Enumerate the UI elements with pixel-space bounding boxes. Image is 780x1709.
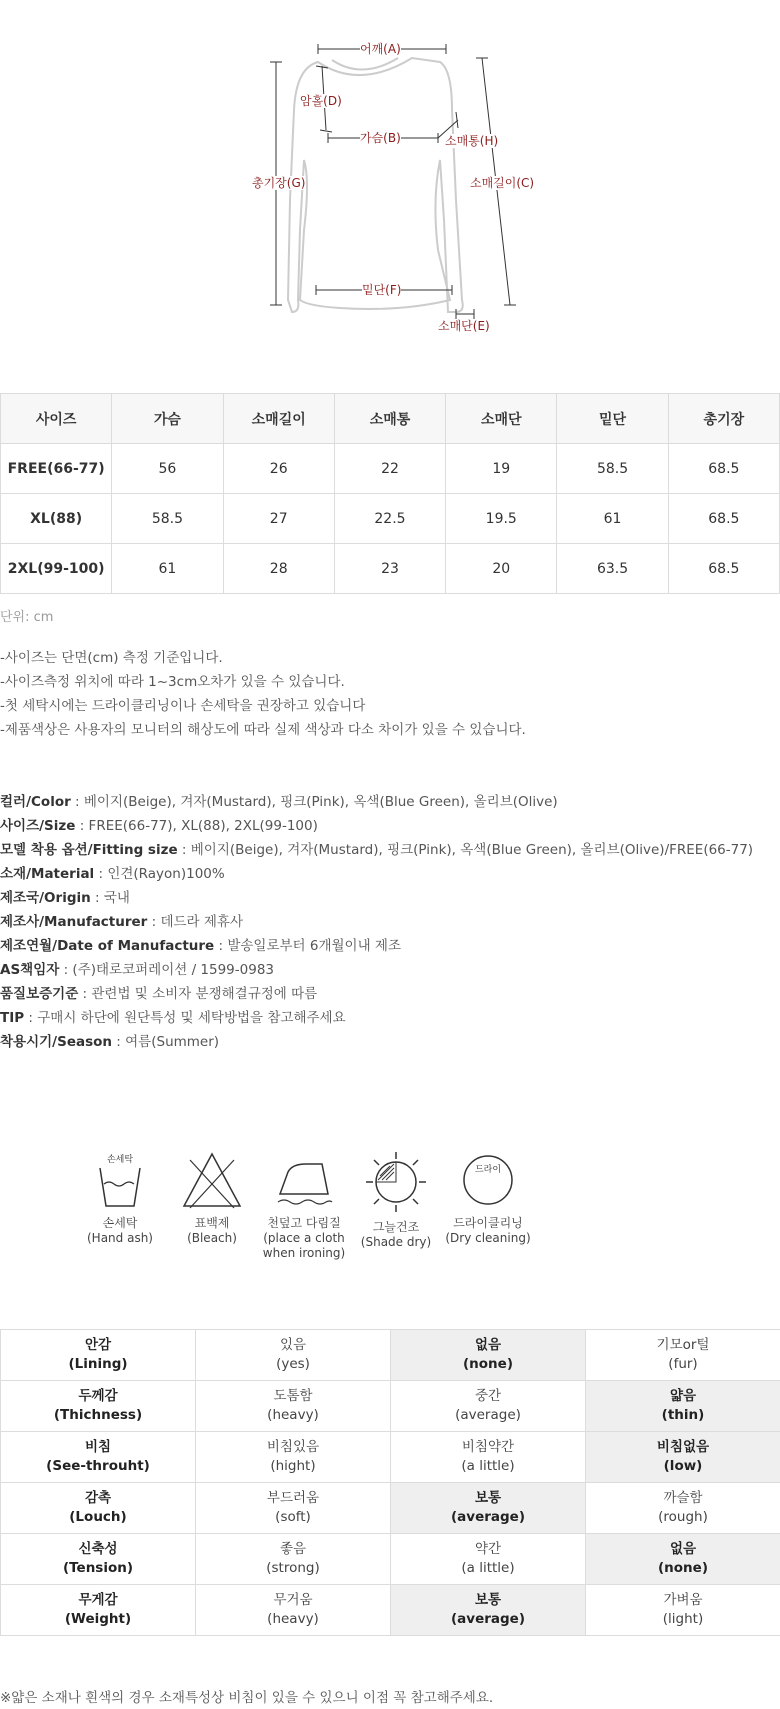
label-cuff: 소매단(E): [438, 319, 490, 333]
measurement-diagram: [0, 0, 780, 340]
option-kr: 비침약간: [461, 1439, 515, 1455]
fabric-option: [196, 1330, 391, 1381]
size-name: 2XL(99-100): [1, 544, 112, 594]
care-shade-dry: [346, 1150, 446, 1250]
fabric-attr-en: (Lining): [68, 1356, 128, 1372]
fabric-attr-kr: 감촉: [84, 1490, 112, 1506]
spec-warranty: [0, 982, 780, 1006]
spec-value: : 인견(Rayon)100%: [94, 866, 225, 882]
fabric-option: [586, 1432, 780, 1483]
option-en: (hight): [270, 1458, 316, 1474]
spec-value: : 국내: [90, 890, 130, 906]
fabric-attr-en: (Louch): [69, 1509, 127, 1525]
note-line: -사이즈측정 위치에 따라 1~3cm오차가 있을 수 있습니다.: [0, 674, 345, 690]
option-en: (heavy): [267, 1407, 319, 1423]
header-sleeve-length: 소매길이: [223, 394, 334, 444]
label-sleeve-length: 소매길이(C): [470, 176, 535, 190]
fabric-attr-kr: 안감: [84, 1337, 112, 1353]
label-armhole: 암홀(D): [300, 94, 342, 108]
spec-value: : 데드라 제휴사: [147, 914, 244, 930]
care-label: 드라이클리닝: [453, 1216, 523, 1230]
size-value: 20: [446, 544, 557, 594]
shade-dry-icon: [364, 1150, 428, 1214]
fabric-option: [586, 1534, 780, 1585]
header-hem: 밑단: [557, 394, 668, 444]
label-shoulder: 어깨(A): [360, 42, 401, 56]
care-hand-wash: [70, 1150, 170, 1246]
table-row: [1, 444, 780, 494]
option-en: (thin): [661, 1407, 705, 1423]
option-kr: 기모or털: [656, 1337, 710, 1353]
size-value: 58.5: [112, 494, 223, 544]
size-table-header: [1, 394, 780, 444]
option-kr: 있음: [279, 1337, 307, 1353]
option-kr: 약간: [474, 1541, 502, 1557]
note-line: -제품색상은 사용자의 모니터의 해상도에 따라 실제 색상과 다소 차이가 있을 수 있습니다.: [0, 722, 526, 738]
size-value: 19.5: [446, 494, 557, 544]
hand-wash-icon: [92, 1150, 148, 1210]
size-value: 19: [446, 444, 557, 494]
option-en: (strong): [266, 1560, 320, 1576]
table-row: [1, 1330, 780, 1381]
option-kr: 도톰함: [273, 1388, 313, 1404]
spec-value: : (주)태로코퍼레이션 / 1599-0983: [59, 962, 275, 978]
size-name: XL(88): [1, 494, 112, 544]
option-kr: 비침있음: [266, 1439, 320, 1455]
fabric-attr: [1, 1381, 196, 1432]
care-sub: (Bleach): [187, 1231, 237, 1245]
care-sub: (Hand ash): [87, 1231, 153, 1245]
option-en: (light): [662, 1611, 704, 1627]
header-cuff: 소매단: [446, 394, 557, 444]
note-line: -사이즈는 단면(cm) 측정 기준입니다.: [0, 650, 223, 666]
spec-key: 제조연월/Date of Manufacture: [0, 938, 215, 954]
header-chest: 가슴: [112, 394, 223, 444]
size-value: 56: [112, 444, 223, 494]
iron-with-cloth-icon: [272, 1150, 336, 1210]
spec-key: 제조국/Origin: [0, 890, 91, 906]
fabric-option: [196, 1432, 391, 1483]
size-value: 61: [112, 544, 223, 594]
spec-tip: [0, 1006, 780, 1030]
no-bleach-icon: [180, 1150, 244, 1210]
fabric-attr-en: (Tension): [62, 1560, 134, 1576]
size-value: 68.5: [668, 494, 779, 544]
size-value: 22: [334, 444, 445, 494]
fabric-attr: [1, 1483, 196, 1534]
spec-value: : FREE(66-77), XL(88), 2XL(99-100): [75, 818, 318, 834]
option-kr: 무거움: [273, 1592, 313, 1608]
spec-key: 컬러/Color: [0, 794, 71, 810]
spec-season: [0, 1030, 780, 1054]
option-kr: 없음: [474, 1337, 502, 1353]
fabric-option: [196, 1483, 391, 1534]
fabric-attr-en: (See-throuht): [46, 1458, 150, 1474]
option-en: (soft): [275, 1509, 311, 1525]
fabric-attr-en: (Weight): [64, 1611, 132, 1627]
fabric-option: [391, 1381, 586, 1432]
spec-value: : 관련법 및 소비자 분쟁해결규정에 따름: [78, 986, 318, 1002]
care-sub: (place a cloth when ironing): [262, 1231, 346, 1260]
size-value: 26: [223, 444, 334, 494]
care-label: 표백제: [194, 1216, 230, 1230]
fabric-option: [391, 1534, 586, 1585]
label-sleeve-width: 소매통(H): [445, 134, 499, 148]
fabric-option: [391, 1483, 586, 1534]
fabric-attr: [1, 1534, 196, 1585]
option-kr: 비침없음: [656, 1439, 710, 1455]
fabric-option: [391, 1330, 586, 1381]
dry-clean-icon-text: 드라이: [474, 1165, 502, 1175]
fabric-attr-kr: 두께감: [78, 1388, 118, 1404]
option-kr: 얇음: [669, 1388, 697, 1404]
size-notes: [0, 646, 780, 742]
size-name: FREE(66-77): [1, 444, 112, 494]
spec-key: 소재/Material: [0, 866, 95, 882]
option-kr: 없음: [669, 1541, 697, 1557]
spec-key: 착용시기/Season: [0, 1034, 113, 1050]
option-en: (yes): [276, 1356, 310, 1372]
fabric-option: [196, 1585, 391, 1636]
size-value: 61: [557, 494, 668, 544]
option-en: (rough): [658, 1509, 708, 1525]
hand-wash-icon-text: 손세탁: [106, 1155, 134, 1165]
fabric-option: [586, 1483, 780, 1534]
fabric-attr-kr: 신축성: [78, 1541, 118, 1557]
fabric-option: [196, 1534, 391, 1585]
care-label: 손세탁: [102, 1216, 138, 1230]
spec-key: TIP: [0, 1010, 25, 1026]
spec-value: : 발송일로부터 6개월이내 제조: [214, 938, 401, 954]
spec-key: 제조사/Manufacturer: [0, 914, 148, 930]
header-size: 사이즈: [1, 394, 112, 444]
care-sub: (Shade dry): [360, 1235, 432, 1249]
unit-label: 단위: cm: [0, 610, 54, 625]
care-iron: [254, 1150, 354, 1261]
label-total-length: 총기장(G): [252, 176, 306, 190]
footnote: ※얇은 소재나 흰색의 경우 소재특성상 비침이 있을 수 있으니 이점 꼭 참고해주세요.: [0, 1690, 494, 1706]
dry-clean-icon: [458, 1150, 518, 1210]
care-dry-clean: [438, 1150, 538, 1246]
header-total-length: 총기장: [668, 394, 779, 444]
option-en: (none): [463, 1356, 513, 1372]
fabric-option: [196, 1381, 391, 1432]
size-value: 63.5: [557, 544, 668, 594]
option-kr: 가벼움: [663, 1592, 703, 1608]
spec-manufacturer: [0, 910, 780, 934]
table-row: [1, 1381, 780, 1432]
care-instructions: [70, 1150, 550, 1280]
spec-value: : 여름(Summer): [112, 1034, 220, 1050]
option-en: (a little): [461, 1560, 515, 1576]
fabric-option: [586, 1330, 780, 1381]
option-en: (low): [663, 1458, 703, 1474]
table-row: [1, 1534, 780, 1585]
care-label: 그늘건조: [372, 1220, 420, 1234]
spec-value: : 베이지(Beige), 겨자(Mustard), 핑크(Pink), 옥색(Blue Green), 올리브(Olive): [70, 794, 558, 810]
fabric-attr: [1, 1432, 196, 1483]
table-row: [1, 1432, 780, 1483]
spec-material: [0, 862, 780, 886]
spec-date: [0, 934, 780, 958]
spec-as: [0, 958, 780, 982]
header-sleeve-width: 소매통: [334, 394, 445, 444]
fabric-attr-kr: 무게감: [78, 1592, 118, 1608]
note-line: -첫 세탁시에는 드라이클리닝이나 손세탁을 권장하고 있습니다: [0, 698, 366, 714]
option-kr: 부드러움: [266, 1490, 320, 1506]
spec-key: 품질보증기준: [0, 986, 79, 1002]
option-en: (none): [658, 1560, 708, 1576]
option-kr: 보통: [474, 1490, 502, 1506]
care-sub: (Dry cleaning): [445, 1231, 531, 1245]
option-en: (fur): [668, 1356, 698, 1372]
label-chest: 가슴(B): [360, 131, 401, 145]
size-value: 68.5: [668, 444, 779, 494]
size-value: 23: [334, 544, 445, 594]
fabric-option: [586, 1381, 780, 1432]
table-row: [1, 1483, 780, 1534]
spec-value: : 구매시 하단에 원단특성 및 세탁방법을 참고해주세요: [24, 1010, 346, 1026]
spec-color: [0, 790, 780, 814]
size-value: 22.5: [334, 494, 445, 544]
spec-key: 모델 착용 옵션/Fitting size: [0, 842, 178, 858]
size-table: [0, 393, 780, 594]
table-row: [1, 494, 780, 544]
option-en: (average): [451, 1611, 525, 1627]
option-en: (a little): [461, 1458, 515, 1474]
option-kr: 까슬함: [663, 1490, 703, 1506]
fabric-attr-kr: 비침: [84, 1439, 112, 1455]
fabric-option: [391, 1432, 586, 1483]
fabric-attr: [1, 1330, 196, 1381]
spec-key: 사이즈/Size: [0, 818, 76, 834]
spec-fitting: [0, 838, 780, 862]
label-hem: 밑단(F): [362, 283, 402, 297]
fabric-attr: [1, 1585, 196, 1636]
spec-size: [0, 814, 780, 838]
spec-value: : 베이지(Beige), 겨자(Mustard), 핑크(Pink), 옥색(Blue Green), 올리브(Olive)/FREE(66-77): [177, 842, 754, 858]
fabric-attr-en: (Thichness): [53, 1407, 143, 1423]
table-row: [1, 1585, 780, 1636]
size-value: 68.5: [668, 544, 779, 594]
fabric-table: [0, 1329, 780, 1636]
option-kr: 중간: [474, 1388, 502, 1404]
size-value: 27: [223, 494, 334, 544]
fabric-option: [586, 1585, 780, 1636]
fabric-option: [391, 1585, 586, 1636]
size-value: 28: [223, 544, 334, 594]
size-value: 58.5: [557, 444, 668, 494]
option-en: (average): [455, 1407, 521, 1423]
product-specs: [0, 790, 780, 1054]
option-kr: 보통: [474, 1592, 502, 1608]
care-bleach: [162, 1150, 262, 1246]
spec-key: AS책임자: [0, 962, 60, 978]
table-row: [1, 544, 780, 594]
care-label: 천덮고 다림질: [267, 1216, 341, 1230]
spec-origin: [0, 886, 780, 910]
option-en: (heavy): [267, 1611, 319, 1627]
option-kr: 좋음: [279, 1541, 307, 1557]
option-en: (average): [451, 1509, 525, 1525]
